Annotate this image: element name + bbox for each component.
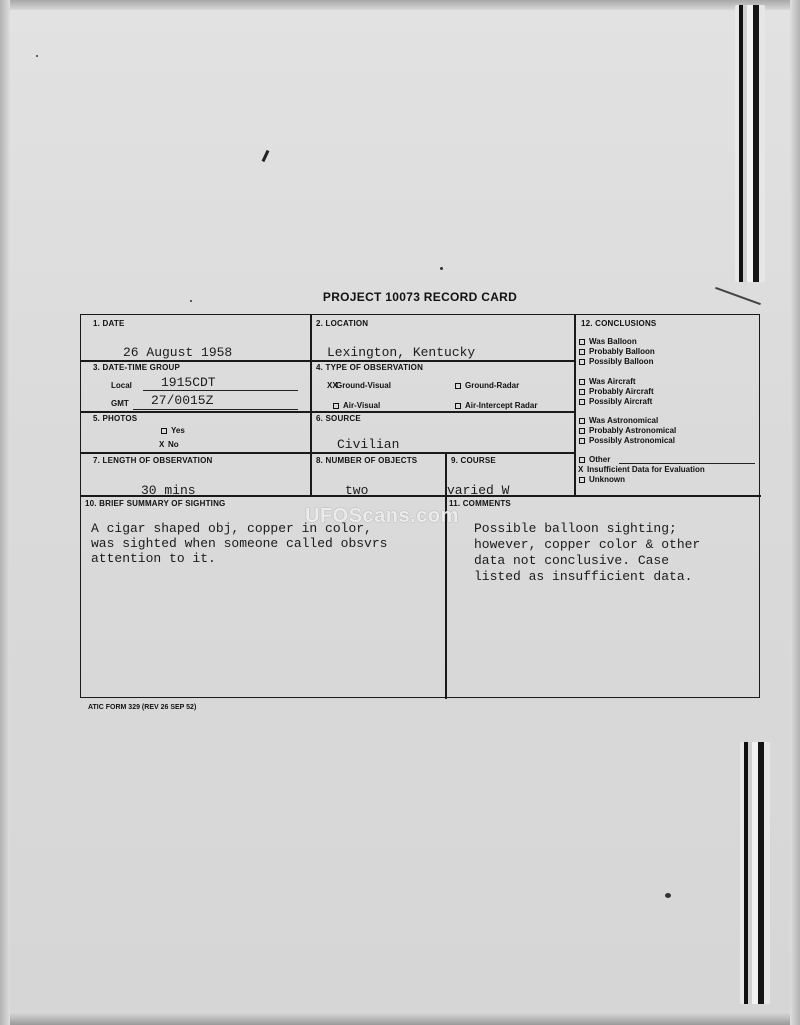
dust-speck [440,267,443,270]
dust-speck [190,300,192,302]
checkbox-icon [455,383,461,389]
gmt-label: GMT [111,399,129,408]
option-probably-balloon[interactable]: Probably Balloon [579,347,655,356]
number-of-objects-value: two [345,483,369,498]
checkbox-icon [579,399,585,405]
course-value: varied W [447,483,510,498]
divider-row3 [81,452,574,454]
checkbox-icon [579,379,585,385]
gmt-underline [133,409,298,410]
local-value: 1915CDT [161,375,216,390]
comment-line: data not conclusive. Case [474,553,670,568]
option-other[interactable]: Other [579,455,610,464]
location-value: Lexington, Kentucky [327,345,476,360]
brief-summary-label: 10. BRIEF SUMMARY OF SIGHTING [85,499,226,508]
source-label: 6. SOURCE [316,414,361,423]
location-label: 2. LOCATION [316,319,369,328]
gmt-value: 27/0015Z [151,393,214,408]
comment-line: however, copper color & other [474,537,701,552]
option-was-aircraft[interactable]: Was Aircraft [579,377,636,386]
checkbox-icon [455,403,461,409]
other-underline [619,463,755,464]
checkbox-icon [579,418,585,424]
divider-center [310,315,312,495]
conclusions-label: 12. CONCLUSIONS [581,319,657,328]
number-of-objects-label: 8. NUMBER OF OBJECTS [316,456,418,465]
photos-label: 5. PHOTOS [93,414,138,423]
form-id: ATIC FORM 329 (REV 26 SEP 52) [88,704,197,711]
divider-row2 [81,411,574,413]
option-unknown[interactable]: Unknown [579,475,625,484]
option-photos-yes[interactable]: Yes [161,426,185,435]
checkbox-icon [579,349,585,355]
comments-label: 11. COMMENTS [449,499,511,508]
checkbox-icon [579,477,585,483]
option-air-visual[interactable]: Air-Visual [333,401,380,410]
option-insufficient-data[interactable]: X Insufficient Data for Evaluation [578,465,705,474]
checkbox-icon [333,403,339,409]
divider-row1 [81,360,574,362]
binder-strip-bottom [740,742,770,1004]
summary-line: attention to it. [91,551,216,566]
checkbox-icon [579,438,585,444]
option-was-balloon[interactable]: Was Balloon [579,337,637,346]
option-photos-no[interactable]: X No [159,440,179,449]
type-of-observation-label: 4. TYPE OF OBSERVATION [316,363,424,372]
date-value: 26 August 1958 [123,345,233,360]
option-probably-aircraft[interactable]: Probably Aircraft [579,387,654,396]
dust-speck [36,55,38,57]
checkbox-icon [579,428,585,434]
option-possibly-astronomical[interactable]: Possibly Astronomical [579,436,675,445]
checkbox-icon [579,359,585,365]
checkbox-icon [579,389,585,395]
source-value: Civilian [337,437,400,452]
option-probably-astronomical[interactable]: Probably Astronomical [579,426,676,435]
checkbox-icon [161,428,167,434]
option-ground-radar[interactable]: Ground-Radar [455,381,519,390]
local-label: Local [111,381,132,390]
scan-scratch [715,287,761,305]
checkbox-icon [579,457,585,463]
pen-mark [262,150,270,162]
scan-edge-top [0,0,800,10]
date-time-group-label: 3. DATE-TIME GROUP [93,363,181,372]
comment-line: Possible balloon sighting; [474,521,677,536]
summary-line: A cigar shaped obj, copper in color, [91,521,372,536]
binder-strip-top [735,5,765,282]
length-label: 7. LENGTH OF OBSERVATION [93,456,213,465]
card-title: PROJECT 10073 RECORD CARD [322,290,518,304]
divider-conclusions [574,315,576,495]
option-air-intercept-radar[interactable]: Air-Intercept Radar [455,401,537,410]
checkbox-icon [579,339,585,345]
option-possibly-aircraft[interactable]: Possibly Aircraft [579,397,652,406]
length-value: 30 mins [141,483,196,498]
comment-line: listed as insufficient data. [474,569,693,584]
option-ground-visual[interactable]: XXGround-Visual [327,381,391,390]
scan-edge-left [0,0,10,1025]
date-label: 1. DATE [93,319,125,328]
option-was-astronomical[interactable]: Was Astronomical [579,416,658,425]
course-label: 9. COURSE [451,456,496,465]
scan-edge-right [790,0,800,1025]
local-underline [143,390,298,391]
option-possibly-balloon[interactable]: Possibly Balloon [579,357,653,366]
dust-speck [665,893,671,898]
watermark: UFOScans.com [305,505,459,527]
summary-line: was sighted when someone called obsvrs [91,536,388,551]
scan-edge-bottom [0,1013,800,1025]
